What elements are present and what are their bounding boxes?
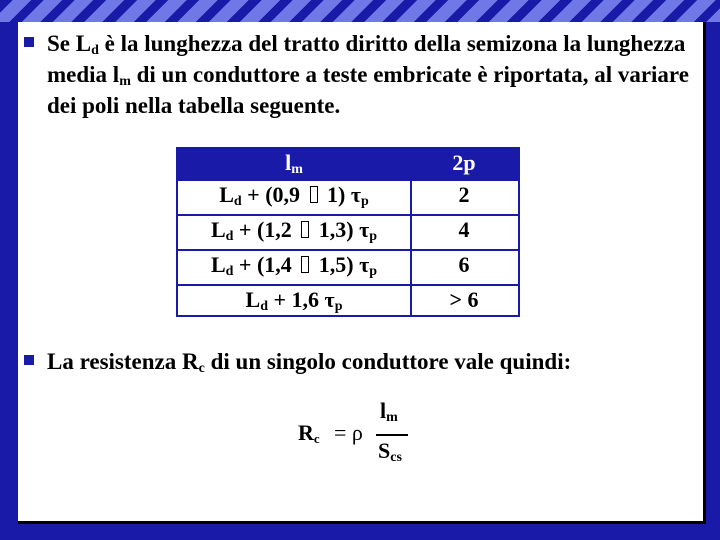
header-lm-text: l (285, 150, 292, 175)
para1-sub-d: d (91, 43, 99, 58)
row-sub: d (233, 194, 242, 209)
para1-text-a: Se L (47, 31, 92, 56)
header-lm (178, 150, 410, 176)
formula-r: R (298, 420, 314, 445)
table-row (178, 252, 410, 278)
bullet-square-icon (24, 37, 34, 47)
para1-text-b: è la lunghezza del tratto diritto della semizona la lunghezza media l (47, 31, 686, 87)
row-sub: p (369, 229, 378, 244)
para1-sub-m: m (119, 74, 131, 89)
poles-table (176, 147, 520, 317)
row-sub: p (334, 299, 343, 314)
header-2p: 2p (452, 150, 476, 175)
formula-num-l: l (380, 398, 387, 423)
header-lm-sub: m (291, 162, 303, 177)
row-text: 1,5) τ (313, 252, 370, 277)
left-bar (0, 22, 18, 540)
row-sub: d (225, 229, 234, 244)
formula-lhs (298, 420, 320, 446)
para2-text-b: di un singolo conduttore vale quindi: (204, 349, 572, 374)
table-row (178, 182, 410, 208)
row-sub: d (260, 299, 268, 314)
formula-numerator (380, 398, 398, 424)
row-text: + (1,2 (233, 217, 298, 242)
row-sub: d (225, 264, 234, 279)
para1-text-c: di un conduttore a teste embricate è riportata, al variare dei poli nella tabella seguente. (47, 62, 689, 118)
row-text: + (1,4 (233, 252, 298, 277)
row-poles: 4 (458, 217, 470, 242)
row-divider (178, 214, 518, 216)
bracket-glyph-icon (310, 186, 318, 203)
formula-den-s: S (378, 438, 391, 463)
row-sub: p (361, 194, 369, 209)
row-text: L (245, 287, 261, 312)
row-text: + 1,6 τ (268, 287, 335, 312)
bracket-glyph-icon (301, 256, 309, 273)
right-shadow (706, 22, 720, 540)
row-text: + (0,9 (241, 182, 306, 207)
formula-r-sub: c (313, 431, 320, 446)
table-row (178, 287, 410, 313)
row-text: 1,3) τ (313, 217, 370, 242)
row-divider (178, 284, 518, 286)
row-text: L (219, 182, 234, 207)
formula-den-sub: cs (390, 450, 402, 465)
fraction-line (376, 434, 408, 436)
row-text: 1) τ (321, 182, 362, 207)
paragraph-1 (47, 28, 707, 121)
bottom-shadow (18, 524, 720, 540)
row-text: L (210, 252, 226, 277)
table-row (178, 217, 410, 243)
row-poles: > 6 (449, 287, 479, 312)
para2-text-a: La resistenza R (47, 349, 199, 374)
row-text: L (210, 217, 226, 242)
formula-num-sub: m (386, 410, 398, 425)
top-stripe-band (0, 0, 720, 22)
para2-sub-c: c (198, 361, 205, 376)
row-poles: 2 (458, 182, 470, 207)
bullet-square-icon (24, 355, 34, 365)
formula-denominator (378, 438, 402, 464)
row-divider (178, 249, 518, 251)
row-poles: 6 (458, 252, 470, 277)
paragraph-2 (47, 346, 707, 377)
row-divider (178, 179, 518, 181)
bracket-glyph-icon (301, 221, 309, 238)
resistance-formula (298, 398, 428, 472)
row-sub: p (369, 264, 378, 279)
formula-equals-rho: = ρ (334, 420, 363, 445)
